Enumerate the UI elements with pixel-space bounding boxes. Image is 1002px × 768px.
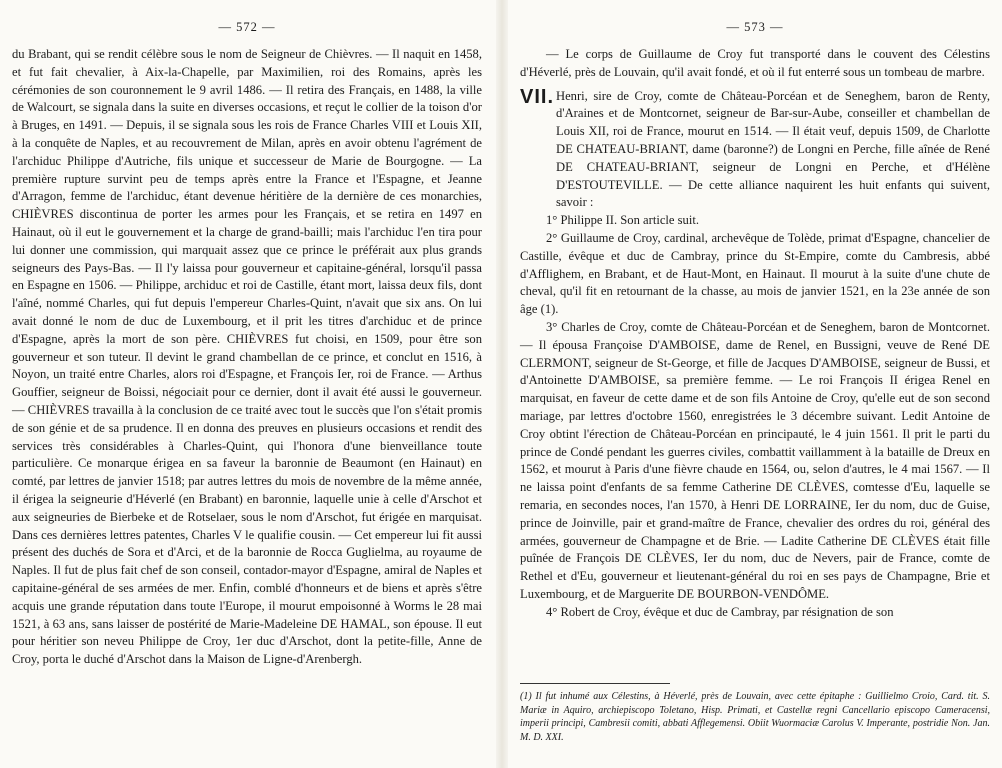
book-gutter <box>496 0 508 768</box>
list-item: 2° Guillaume de Croy, cardinal, archevêque de Tolède, primat d'Espagne, chancelier de Castille, évêque et duc de Cambray, prince du St-Empire, comte du Cambresis, abbé d'Afflighem, en Brabant, et de Haut-Mont, en Hainaut. Il mourut à la suite d'une chute de cheval, qu'il fit en retournant de la chasse, au mois de janvier 1521, en la 23e année de son âge (1). <box>520 230 990 317</box>
section-vii <box>520 85 990 213</box>
footnote: (1) Il fut inhumé aux Célestins, à Héverlé, près de Louvain, avec cette épitaphe : Guillielmo Croio, Card. tit. S. Mariæ in Aquiro, archiepiscopo Toletano, Hisp. Primati, et Castellæ regni Cancellario episcopo Cameracensi, imperii principi, Cambresii comiti, abbati Afflegemensi. Obiit Wuormaciæ Carolus V. Imperante, postridie Non. Jan. M. D. XXI. <box>520 691 990 743</box>
list-item: 4° Robert de Croy, évêque et duc de Cambray, par résignation de son <box>546 604 894 619</box>
right-page-number: — 573 — <box>726 20 784 34</box>
left-page-number: — 572 — <box>218 20 276 34</box>
left-page-text <box>12 46 482 669</box>
section-body <box>556 88 990 213</box>
right-page-text <box>520 46 990 622</box>
list-item: 1° Philippe II. Son article suit. <box>546 213 699 228</box>
footnote-rule <box>520 683 670 684</box>
left-paragraph: du Brabant, qui se rendit célèbre sous le nom de Seigneur de Chièvres. — Il naquit en 1458, et fut fait chevalier, à Aix-la-Chapelle, par Maximilien, roi des Romains, après les cérémonies de son couronnement le 9 avril 1486. — Il retira des Français, en 1488, la ville de Walcourt, se signala dans la suite en diverses occasions, et reçut le collier de la toison d'or à Bruges, en 1491. — Depuis, il se signala sous les rois de France Charles VIII et Louis XII, à la conquête de Naples, et au recouvrement de Milan, après en avoir obtenu l'agrément de l'archiduc Philippe d'Autriche, fils unique et successeur de Marie de Bourgogne. — La première rupture survint peu de temps après entre la France et l'Espagne, et Jeanne d'Arragon, femme de l'archiduc, étant devenue héritière de la dernière de ces monarchies, CHIÈVRES discontinua de porter les armes pour les Français, et se retira en 1497 en Hainaut, où il eut le gouvernement et la charge de grand-bailli; mais l'archiduc l'en tira pour lui donner une commission, qui marquait assez que ce prince le préférait aux plus grands seigneurs des Pays-Bas. — Il l'y laissa pour gouverneur et capitaine-général, lorsqu'il passa en Espagne en 1506. — Philippe, archiduc et roi de Castille, étant mort, laissa deux fils, dont l'aîné, nommé Charles, qui fut depuis l'empereur Charles-Quint, n'avait que six ans. On lui avait donné le nom de duc de Luxembourg, et il prit les titres d'archiduc et de prince d'Espagne, après la mort de son père. CHIÈVRES fut choisi, en 1509, pour être son gouverneur et son tuteur. Il devint le grand chambellan de ce prince, et conclut en 1516, à Noyon, un traité entre Charles, alors roi d'Espagne, et François Ier, roi de France. — Arthus Gouffier, seigneur de Boissi, négociait pour ce dernier, dont il avait été aussi le gouverneur. — CHIÈVRES travailla à la conclusion de ce traité avec tout le succès que l'on s'était promis de son génie et de sa prudence. Il en donna des preuves en plusieurs occasions et rendit des services très considérables à Charles-Quint, qui l'honora d'une bienveillance toute particulière. Ce monarque érigea en sa faveur la baronnie de Beaumont (en Hainaut) en comté, par lettres de janvier 1518; par autres lettres du mois de novembre de la même année, il érigea la seigneurie d'Héverlé (en Brabant) en baronnie, laquelle unie à celle d'Arschot et aux seigneuries de Bierbeke et de Rotselaer, sous le nom d'Arschot, fut érigée en marquisat. Dans ces dernières lettres patentes, Charles V le qualifie cousin. — Cet empereur lui fit aussi présent des duchés de Sora et d'Arci, et de la baronnie de Rocca Guglielma, au royaume de Naples. Il fut de plus fait chef de son conseil, contador-mayor d'Espagne, amiral de Naples et capitaine-général de ses armées de mer. Enfin, comblé d'honneurs et de biens et après s'être acquis une grande réputation dans toute l'Europe, il mourut empoisonné à Worms le 28 mai 1521, à 63 ans, sans laisser de postérité de Marie-Madeleine DE HAMAL, son épouse. Il eut pour héritier son neveu Philippe de Croy, 1er duc d'Arschot, dont la petite-fille, Anne de Croy, porta le duché d'Arschot dans la Maison de Ligne-d'Arenbergh. <box>12 47 482 667</box>
right-opening-paragraph: — Le corps de Guillaume de Croy fut transporté dans le couvent des Célestins d'Héverlé, près de Louvain, qu'il avait fondé, et où il fut enterré sous un tombeau de marbre. <box>520 47 990 79</box>
section-intro-text: Henri, sire de Croy, comte de Château-Porcéan et de Seneghem, baron de Renty, d'Araines et de Montcornet, seigneur de Bar-sur-Aube, conseiller et chambellan de Louis XII, roi de France, mourut en 1514. — Il était veuf, depuis 1509, de Charlotte DE CHATEAU-BRIANT, dame (baronne?) de Longni en Perche, fille aînée de René DE CHATEAU-BRIANT, seigneur de Longni en Perche, et d'Hélène D'ESTOUTEVILLE. — De cette alliance naquirent les huit enfants qui suivent, savoir : <box>556 88 990 210</box>
section-roman-numeral: VII. <box>520 85 555 108</box>
list-item: 3° Charles de Croy, comte de Château-Porcéan et de Seneghem, baron de Montcornet. — Il épousa Françoise D'AMBOISE, dame de Renel, en Bussigni, veuve de René DE CLERMONT, seigneur de St-George, et fille de Jacques D'AMBOISE, seigneur de Bussi, et d'Antoinette D'AMBOISE, sa première femme. — Le roi François II érigea Renel en marquisat, en faveur de cette dame et de son fils Antoine de Croy, qu'elle eut de son second mariage, par lettres d'octobre 1560, enregistrées le 3 décembre suivant. Ledit Antoine de Croy obtint l'érection de Château-Porcéan en principauté, le 4 juin 1561. Il prit le parti du prince de Condé pendant les guerres civiles, combattit vaillamment à la bataille de Dreux en 1562, et mourut à Paris d'une fièvre chaude en 1564, ou, selon d'autres, le 4 mai 1567. — Il ne laissa point d'enfants de sa femme Catherine DE CLÈVES, comtesse d'Eu, laquelle se remaria, en secondes noces, l'an 1570, à Henri DE LORRAINE, Ier du nom, duc de Guise, prince de Joinville, pair et grand-maître de France, chevalier des ordres du roi, général des armées, gouverneur de Champagne et de Brie. — Ladite Catherine DE CLÈVES était fille puînée de François DE CLÈVES, Ier du nom, duc de Nevers, pair de France, comte de Rethel et d'Eu, gouverneur et lieutenant-général du roi en ses pays de Champagne, Brie et Luxembourg, et de Marguerite DE BOURBON-VENDÔME. <box>520 319 990 601</box>
